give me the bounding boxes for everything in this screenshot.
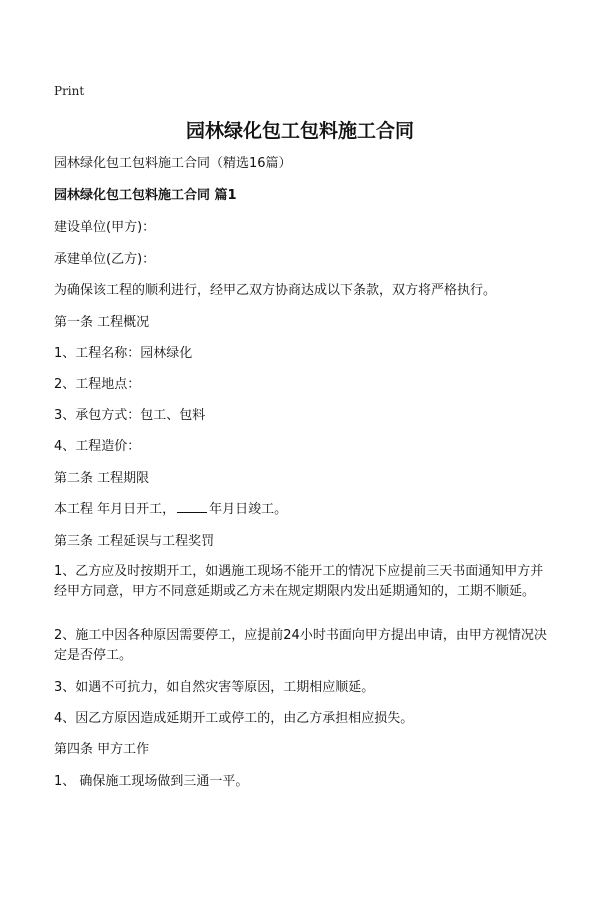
intro-paragraph: 为确保该工程的顺利进行，经甲乙双方协商达成以下条款，双方将严格执行。 <box>54 283 497 298</box>
article-4-heading: 第四条 甲方工作 <box>54 742 150 757</box>
project-period-line <box>54 500 554 520</box>
article-3-clause-3: 3、如遇不可抗力，如自然灾害等原因，工期相应顺延。 <box>54 680 375 695</box>
period-start-text: 本工程 年月日开工， <box>54 502 176 517</box>
print-link[interactable]: Print <box>54 84 85 98</box>
contract-method-item: 3、承包方式：包工、包料 <box>54 408 206 423</box>
period-end-text: 年月日竣工。 <box>209 502 288 517</box>
period-blank <box>177 500 207 513</box>
article-2-heading: 第二条 工程期限 <box>54 471 150 486</box>
project-name-item: 1、工程名称：园林绿化 <box>54 346 193 361</box>
document-subtitle: 园林绿化包工包料施工合同（精选16篇） <box>54 156 292 171</box>
party-a-line: 建设单位(甲方)： <box>54 220 156 235</box>
article-3-clause-1: 1、乙方应及时按期开工，如遇施工现场不能开工的情况下应提前三天书面通知甲方并经甲方同意，甲方不同意延期或乙方未在规定期限内发出延期通知的，工期不顺延。 <box>54 564 544 599</box>
project-cost-item: 4、工程造价： <box>54 439 141 454</box>
project-location-item: 2、工程地点： <box>54 377 141 392</box>
section-heading: 园林绿化包工包料施工合同 篇1 <box>54 188 237 203</box>
article-3-clause-4: 4、因乙方原因造成延期开工或停工的，由乙方承担相应损失。 <box>54 711 414 726</box>
document-title: 园林绿化包工包料施工合同 <box>185 120 414 142</box>
party-b-line: 承建单位(乙方)： <box>54 252 156 267</box>
article-1-heading: 第一条 工程概况 <box>54 315 150 330</box>
article-3-heading: 第三条 工程延误与工程奖罚 <box>54 534 215 549</box>
article-3-clause-2: 2、施工中因各种原因需要停工，应提前24小时书面向甲方提出申请，由甲方视情况决定是否停工。 <box>54 628 547 663</box>
article-4-clause-1: 1、 确保施工现场做到三通一平。 <box>54 774 249 789</box>
